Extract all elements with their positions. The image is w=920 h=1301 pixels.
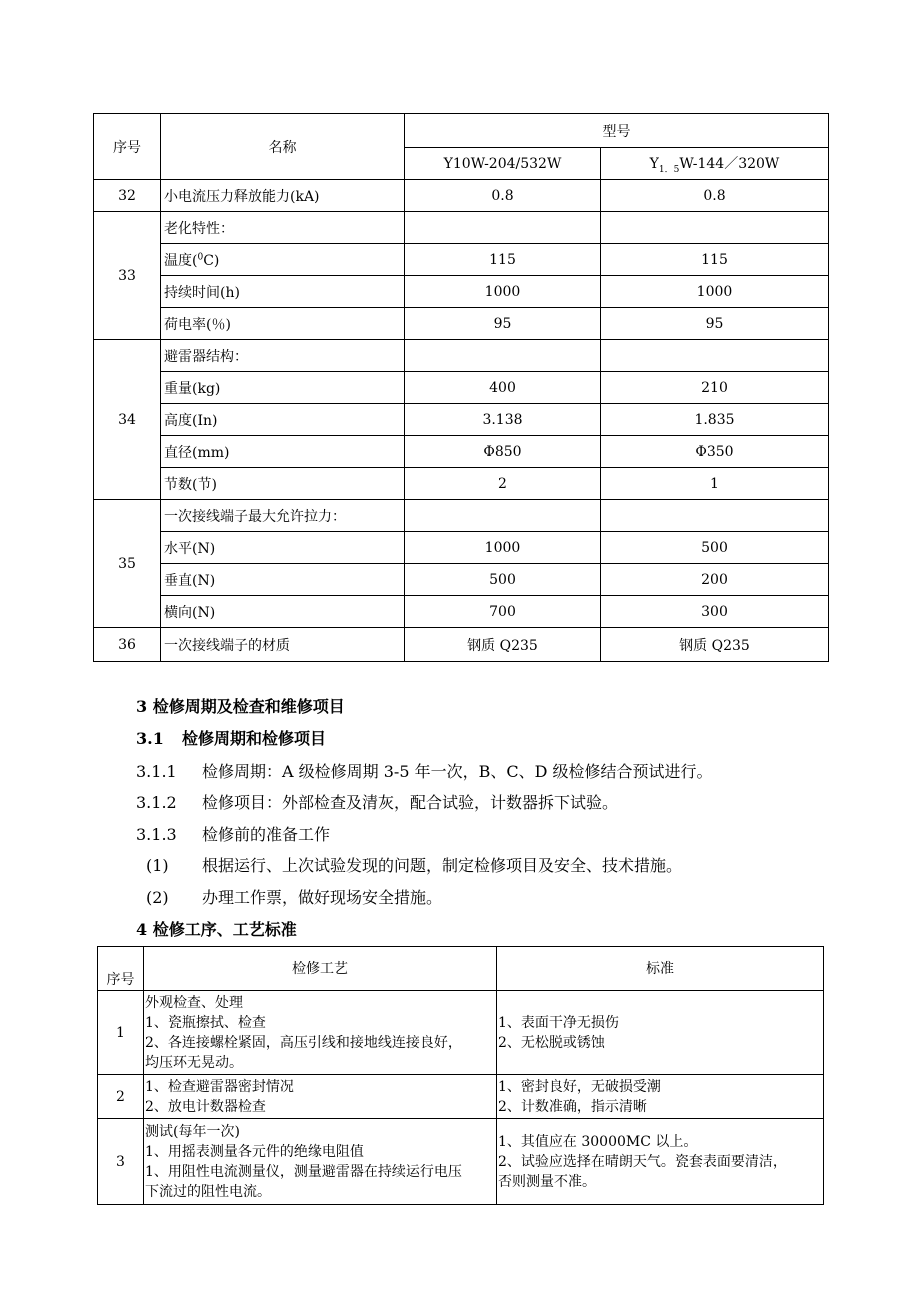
header-standard: 标准	[497, 947, 824, 991]
process-table	[97, 946, 824, 1205]
list-item-1: (1) 根据运行、上次试验发现的问题，制定检修项目及安全、技术措施。	[146, 856, 683, 875]
header-name: 名称	[161, 114, 405, 180]
table-row: 2 1、检查避雷器密封情况 2、放电计数器检查 1、密封良好，无破损受潮 2、计数准确，指示清晰	[98, 1075, 824, 1119]
table-row: 36 一次接线端子的材质 钢质 Q235 钢质 Q235	[94, 628, 829, 662]
paragraph-3-1-1: 3.1.1 检修周期：A 级检修周期 3-5 年一次，B、C、D 级检修结合预试进行。	[136, 762, 713, 781]
paragraph-3-1-2: 3.1.2 检修项目：外部检查及清灰，配合试验，计数器拆下试验。	[136, 793, 619, 812]
section-4-heading: 4 检修工序、工艺标准	[136, 920, 297, 939]
table-row: 直径(mm) Φ850 Φ350	[94, 436, 829, 468]
section-3-heading: 3 检修周期及检查和维修项目	[136, 697, 345, 716]
header-model-b: $Y_{1.5}W-144/320W$	[601, 148, 829, 180]
table-row: 荷电率(％) 95 95	[94, 308, 829, 340]
table-row: 1 外观检查、处理 1、瓷瓶擦拭、检查 2、各连接螺栓紧固，高压引线和接地线连接良好， 均压环无晃动。 1、表面干净无损伤 2、无松脱或锈蚀	[98, 991, 824, 1075]
table-row: 横向(N) 700 300	[94, 596, 829, 628]
table-row: 35 一次接线端子最大允许拉力：	[94, 500, 829, 532]
paragraph-3-1-3: 3.1.3 检修前的准备工作	[136, 825, 331, 844]
header-index: 序号	[98, 947, 144, 991]
table-row: 水平(N) 1000 500	[94, 532, 829, 564]
header-process: 检修工艺	[144, 947, 497, 991]
header-model: 型号	[405, 114, 829, 148]
spec-table	[93, 113, 829, 662]
table-row: 34 避雷器结构：	[94, 340, 829, 372]
header-model-a: Y10W-204/532W	[405, 148, 601, 180]
table-row: 高度(In) 3.138 1.835	[94, 404, 829, 436]
header-index: 序号	[94, 114, 161, 180]
table-row: 重量(kg) 400 210	[94, 372, 829, 404]
list-item-2: (2) 办理工作票，做好现场安全措施。	[146, 888, 443, 907]
table-row: 持续时间(h) 1000 1000	[94, 276, 829, 308]
table-row: 温度($^0$C) 115 115	[94, 244, 829, 276]
table-row: 垂直(N) 500 200	[94, 564, 829, 596]
table-row: 33 老化特性：	[94, 212, 829, 244]
table-row: 节数(节) 2 1	[94, 468, 829, 500]
table-row: 3 测试(每年一次) 1、用摇表测量各元件的绝缘电阻值 1、用阻性电流测量仪，测量避雷器在持续运行电压 下流过的阻性电流。 1、其值应在 30000MC 以上。 2、试验应选择在晴朗天气。瓷套表面要清洁， 否则测量不准。	[98, 1119, 824, 1205]
section-3-1-heading: 3.1 检修周期和检修项目	[136, 729, 327, 748]
table-row: 32 小电流压力释放能力(kA) 0.8 0.8	[94, 180, 829, 212]
